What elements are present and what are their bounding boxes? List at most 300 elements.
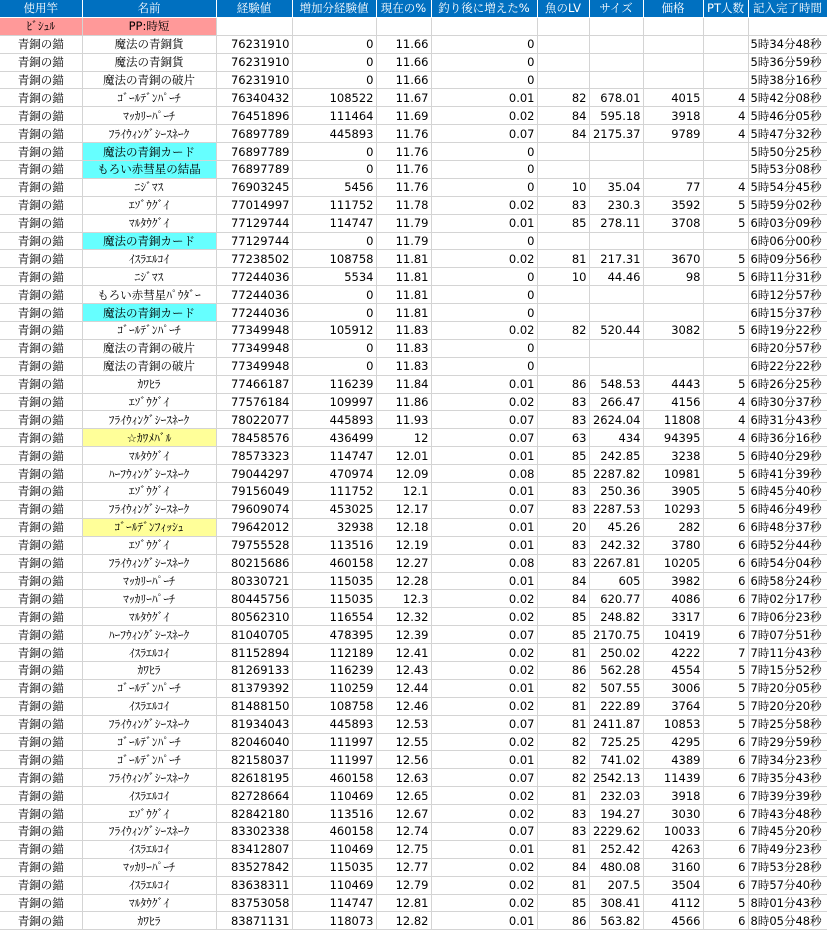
fish-level-cell[interactable]: 84: [537, 590, 589, 608]
percent-cell[interactable]: 12.28: [376, 572, 431, 590]
percent-cell[interactable]: 12.3: [376, 590, 431, 608]
fish-level-cell[interactable]: 85: [537, 214, 589, 232]
price-cell[interactable]: 4443: [643, 375, 703, 393]
party-size-cell[interactable]: 6: [703, 518, 748, 536]
time-cell[interactable]: 5時34分48秒: [748, 35, 827, 53]
percent-cell[interactable]: 11.67: [376, 89, 431, 107]
party-size-cell[interactable]: [703, 53, 748, 71]
exp-cell[interactable]: 77349948: [216, 322, 292, 340]
percent-cell[interactable]: 12.17: [376, 500, 431, 518]
gain-cell[interactable]: 0: [292, 357, 376, 375]
fish-level-cell[interactable]: [537, 232, 589, 250]
size-cell[interactable]: 222.89: [589, 697, 643, 715]
party-size-cell[interactable]: 5: [703, 322, 748, 340]
gain-cell[interactable]: 116239: [292, 661, 376, 679]
time-cell[interactable]: 6時11分31秒: [748, 268, 827, 286]
price-cell[interactable]: 3238: [643, 447, 703, 465]
time-cell[interactable]: 6時40分29秒: [748, 447, 827, 465]
increase-cell[interactable]: 0.02: [431, 196, 537, 214]
time-cell[interactable]: 7時20分20秒: [748, 697, 827, 715]
rod-cell[interactable]: 青銅の錨: [0, 536, 82, 554]
subheader-rod-cell[interactable]: ﾋﾞｼｭﾙ: [0, 17, 82, 35]
gain-cell[interactable]: 445893: [292, 411, 376, 429]
exp-cell[interactable]: 80330721: [216, 572, 292, 590]
party-size-cell[interactable]: 5: [703, 375, 748, 393]
time-cell[interactable]: 6時20分57秒: [748, 339, 827, 357]
price-cell[interactable]: 10033: [643, 822, 703, 840]
gain-cell[interactable]: 0: [292, 286, 376, 304]
party-size-cell[interactable]: 7: [703, 644, 748, 662]
increase-cell[interactable]: 0.01: [431, 214, 537, 232]
size-cell[interactable]: 562.28: [589, 661, 643, 679]
fish-level-cell[interactable]: [537, 143, 589, 161]
party-size-cell[interactable]: 6: [703, 751, 748, 769]
exp-cell[interactable]: 79156049: [216, 483, 292, 501]
rod-cell[interactable]: 青銅の錨: [0, 608, 82, 626]
gain-cell[interactable]: 32938: [292, 518, 376, 536]
percent-cell[interactable]: 11.79: [376, 232, 431, 250]
price-cell[interactable]: [643, 35, 703, 53]
gain-cell[interactable]: 115035: [292, 590, 376, 608]
increase-cell[interactable]: 0.01: [431, 483, 537, 501]
name-cell[interactable]: 魔法の青銅の破片: [82, 339, 216, 357]
rod-cell[interactable]: 青銅の錨: [0, 250, 82, 268]
fish-level-cell[interactable]: 85: [537, 608, 589, 626]
empty-cell[interactable]: [703, 17, 748, 35]
exp-cell[interactable]: 79755528: [216, 536, 292, 554]
size-cell[interactable]: 250.02: [589, 644, 643, 662]
price-cell[interactable]: 3082: [643, 322, 703, 340]
rod-cell[interactable]: 青銅の錨: [0, 268, 82, 286]
rod-cell[interactable]: 青銅の錨: [0, 339, 82, 357]
name-cell[interactable]: ☆ｶﾜﾒﾊﾞﾙ: [82, 429, 216, 447]
size-cell[interactable]: 2175.37: [589, 125, 643, 143]
time-cell[interactable]: 7時45分20秒: [748, 822, 827, 840]
price-cell[interactable]: 10853: [643, 715, 703, 733]
gain-cell[interactable]: 114747: [292, 447, 376, 465]
size-cell[interactable]: 45.26: [589, 518, 643, 536]
gain-cell[interactable]: 0: [292, 53, 376, 71]
price-cell[interactable]: 4086: [643, 590, 703, 608]
header-exp[interactable]: 経験値: [216, 0, 292, 17]
name-cell[interactable]: ﾌﾗｲｳｨﾝｸﾞｼｰｽﾈｰｸ: [82, 554, 216, 572]
price-cell[interactable]: 98: [643, 268, 703, 286]
increase-cell[interactable]: 0.02: [431, 250, 537, 268]
percent-cell[interactable]: 11.81: [376, 304, 431, 322]
name-cell[interactable]: ﾏﾙﾀｳｸﾞｲ: [82, 447, 216, 465]
time-cell[interactable]: 6時06分00秒: [748, 232, 827, 250]
name-cell[interactable]: 魔法の青銅カード: [82, 232, 216, 250]
rod-cell[interactable]: 青銅の錨: [0, 769, 82, 787]
gain-cell[interactable]: 0: [292, 161, 376, 179]
price-cell[interactable]: 10419: [643, 626, 703, 644]
increase-cell[interactable]: 0: [431, 35, 537, 53]
fish-level-cell[interactable]: 83: [537, 805, 589, 823]
header-percent[interactable]: 現在の%: [376, 0, 431, 17]
fish-level-cell[interactable]: 81: [537, 644, 589, 662]
exp-cell[interactable]: 81269133: [216, 661, 292, 679]
percent-cell[interactable]: 12.56: [376, 751, 431, 769]
percent-cell[interactable]: 12: [376, 429, 431, 447]
gain-cell[interactable]: 445893: [292, 715, 376, 733]
name-cell[interactable]: ｴｿﾞｳｸﾞｲ: [82, 536, 216, 554]
gain-cell[interactable]: 110259: [292, 679, 376, 697]
time-cell[interactable]: 7時43分48秒: [748, 805, 827, 823]
price-cell[interactable]: [643, 286, 703, 304]
party-size-cell[interactable]: [703, 339, 748, 357]
gain-cell[interactable]: 108758: [292, 697, 376, 715]
header-increase[interactable]: 釣り後に増えた%: [431, 0, 537, 17]
percent-cell[interactable]: 11.66: [376, 71, 431, 89]
gain-cell[interactable]: 111752: [292, 196, 376, 214]
rod-cell[interactable]: 青銅の錨: [0, 894, 82, 912]
gain-cell[interactable]: 115035: [292, 858, 376, 876]
increase-cell[interactable]: 0.02: [431, 787, 537, 805]
time-cell[interactable]: 5時46分05秒: [748, 107, 827, 125]
percent-cell[interactable]: 12.53: [376, 715, 431, 733]
gain-cell[interactable]: 109997: [292, 393, 376, 411]
fish-level-cell[interactable]: 83: [537, 536, 589, 554]
price-cell[interactable]: 4263: [643, 840, 703, 858]
rod-cell[interactable]: 青銅の錨: [0, 715, 82, 733]
rod-cell[interactable]: 青銅の錨: [0, 679, 82, 697]
exp-cell[interactable]: 76897789: [216, 161, 292, 179]
name-cell[interactable]: ﾌﾗｲｳｨﾝｸﾞｼｰｽﾈｰｸ: [82, 125, 216, 143]
percent-cell[interactable]: 12.43: [376, 661, 431, 679]
gain-cell[interactable]: 113516: [292, 805, 376, 823]
exp-cell[interactable]: 76231910: [216, 53, 292, 71]
size-cell[interactable]: 548.53: [589, 375, 643, 393]
time-cell[interactable]: 7時25分58秒: [748, 715, 827, 733]
name-cell[interactable]: ｺﾞｰﾙﾃﾞﾝﾊﾟｰﾁ: [82, 322, 216, 340]
price-cell[interactable]: 4156: [643, 393, 703, 411]
time-cell[interactable]: 7時07分51秒: [748, 626, 827, 644]
party-size-cell[interactable]: 5: [703, 268, 748, 286]
price-cell[interactable]: 3780: [643, 536, 703, 554]
rod-cell[interactable]: 青銅の錨: [0, 554, 82, 572]
exp-cell[interactable]: 78458576: [216, 429, 292, 447]
name-cell[interactable]: ﾊｰﾌｳｨﾝｸﾞｼｰｽﾈｰｸ: [82, 465, 216, 483]
party-size-cell[interactable]: 6: [703, 858, 748, 876]
increase-cell[interactable]: 0.01: [431, 89, 537, 107]
size-cell[interactable]: 725.25: [589, 733, 643, 751]
name-cell[interactable]: ｶﾜﾋﾗ: [82, 912, 216, 930]
party-size-cell[interactable]: 5: [703, 715, 748, 733]
rod-cell[interactable]: 青銅の錨: [0, 143, 82, 161]
name-cell[interactable]: ﾏﾙﾀｳｸﾞｲ: [82, 214, 216, 232]
percent-cell[interactable]: 12.75: [376, 840, 431, 858]
fish-level-cell[interactable]: 83: [537, 393, 589, 411]
rod-cell[interactable]: 青銅の錨: [0, 805, 82, 823]
percent-cell[interactable]: 12.44: [376, 679, 431, 697]
party-size-cell[interactable]: 6: [703, 733, 748, 751]
name-cell[interactable]: ｲｽﾗｴﾙｺｲ: [82, 787, 216, 805]
size-cell[interactable]: 620.77: [589, 590, 643, 608]
name-cell[interactable]: もろい赤彗星ﾊﾟｳﾀﾞｰ: [82, 286, 216, 304]
rod-cell[interactable]: 青銅の錨: [0, 429, 82, 447]
empty-cell[interactable]: [431, 17, 537, 35]
size-cell[interactable]: 2624.04: [589, 411, 643, 429]
fish-level-cell[interactable]: 86: [537, 912, 589, 930]
name-cell[interactable]: 魔法の青銅の破片: [82, 357, 216, 375]
name-cell[interactable]: ｲｽﾗｴﾙｺｲ: [82, 697, 216, 715]
increase-cell[interactable]: 0.02: [431, 697, 537, 715]
exp-cell[interactable]: 82842180: [216, 805, 292, 823]
increase-cell[interactable]: 0.08: [431, 465, 537, 483]
gain-cell[interactable]: 0: [292, 35, 376, 53]
percent-cell[interactable]: 11.93: [376, 411, 431, 429]
price-cell[interactable]: 4554: [643, 661, 703, 679]
fish-level-cell[interactable]: 83: [537, 554, 589, 572]
increase-cell[interactable]: 0: [431, 71, 537, 89]
gain-cell[interactable]: 111997: [292, 751, 376, 769]
exp-cell[interactable]: 76897789: [216, 143, 292, 161]
size-cell[interactable]: 520.44: [589, 322, 643, 340]
increase-cell[interactable]: 0.02: [431, 107, 537, 125]
increase-cell[interactable]: 0.02: [431, 805, 537, 823]
size-cell[interactable]: 242.32: [589, 536, 643, 554]
percent-cell[interactable]: 11.81: [376, 250, 431, 268]
time-cell[interactable]: 6時19分22秒: [748, 322, 827, 340]
name-cell[interactable]: ｴｿﾞｳｸﾞｲ: [82, 805, 216, 823]
time-cell[interactable]: 6時52分44秒: [748, 536, 827, 554]
increase-cell[interactable]: 0.01: [431, 572, 537, 590]
name-cell[interactable]: ﾏﾙﾀｳｸﾞｲ: [82, 894, 216, 912]
gain-cell[interactable]: 114747: [292, 894, 376, 912]
fish-level-cell[interactable]: 85: [537, 465, 589, 483]
fish-level-cell[interactable]: 10: [537, 268, 589, 286]
gain-cell[interactable]: 460158: [292, 554, 376, 572]
percent-cell[interactable]: 11.76: [376, 143, 431, 161]
time-cell[interactable]: 6時58分24秒: [748, 572, 827, 590]
rod-cell[interactable]: 青銅の錨: [0, 572, 82, 590]
price-cell[interactable]: 3160: [643, 858, 703, 876]
empty-cell[interactable]: [537, 17, 589, 35]
gain-cell[interactable]: 115035: [292, 572, 376, 590]
party-size-cell[interactable]: 6: [703, 608, 748, 626]
fish-level-cell[interactable]: [537, 357, 589, 375]
increase-cell[interactable]: 0: [431, 286, 537, 304]
party-size-cell[interactable]: [703, 143, 748, 161]
fish-level-cell[interactable]: 84: [537, 572, 589, 590]
party-size-cell[interactable]: 6: [703, 769, 748, 787]
party-size-cell[interactable]: 6: [703, 840, 748, 858]
party-size-cell[interactable]: [703, 232, 748, 250]
fish-level-cell[interactable]: [537, 35, 589, 53]
price-cell[interactable]: [643, 71, 703, 89]
increase-cell[interactable]: 0.02: [431, 661, 537, 679]
time-cell[interactable]: 7時35分43秒: [748, 769, 827, 787]
percent-cell[interactable]: 11.81: [376, 268, 431, 286]
rod-cell[interactable]: 青銅の錨: [0, 232, 82, 250]
gain-cell[interactable]: 470974: [292, 465, 376, 483]
size-cell[interactable]: [589, 357, 643, 375]
increase-cell[interactable]: 0: [431, 304, 537, 322]
fish-level-cell[interactable]: 82: [537, 769, 589, 787]
gain-cell[interactable]: 460158: [292, 769, 376, 787]
increase-cell[interactable]: 0.01: [431, 447, 537, 465]
empty-cell[interactable]: [748, 17, 827, 35]
size-cell[interactable]: [589, 232, 643, 250]
header-price[interactable]: 価格: [643, 0, 703, 17]
increase-cell[interactable]: 0.07: [431, 715, 537, 733]
increase-cell[interactable]: 0: [431, 53, 537, 71]
party-size-cell[interactable]: 5: [703, 500, 748, 518]
gain-cell[interactable]: 0: [292, 304, 376, 322]
name-cell[interactable]: ｴｿﾞｳｸﾞｲ: [82, 393, 216, 411]
name-cell[interactable]: 魔法の青銅カード: [82, 143, 216, 161]
gain-cell[interactable]: 110469: [292, 876, 376, 894]
price-cell[interactable]: 94395: [643, 429, 703, 447]
fish-level-cell[interactable]: [537, 286, 589, 304]
fish-level-cell[interactable]: [537, 339, 589, 357]
name-cell[interactable]: ｲｽﾗｴﾙｺｲ: [82, 840, 216, 858]
increase-cell[interactable]: 0.01: [431, 912, 537, 930]
price-cell[interactable]: 3006: [643, 679, 703, 697]
rod-cell[interactable]: 青銅の錨: [0, 465, 82, 483]
fish-level-cell[interactable]: 81: [537, 876, 589, 894]
price-cell[interactable]: [643, 53, 703, 71]
gain-cell[interactable]: 0: [292, 232, 376, 250]
size-cell[interactable]: 678.01: [589, 89, 643, 107]
rod-cell[interactable]: 青銅の錨: [0, 286, 82, 304]
size-cell[interactable]: 248.82: [589, 608, 643, 626]
size-cell[interactable]: [589, 53, 643, 71]
name-cell[interactable]: ﾆｼﾞﾏｽ: [82, 268, 216, 286]
name-cell[interactable]: ﾌﾗｲｳｨﾝｸﾞｼｰｽﾈｰｸ: [82, 500, 216, 518]
exp-cell[interactable]: 81488150: [216, 697, 292, 715]
name-cell[interactable]: ｶﾜﾋﾗ: [82, 375, 216, 393]
gain-cell[interactable]: 111464: [292, 107, 376, 125]
name-cell[interactable]: ﾊｰﾌｳｨﾝｸﾞｼｰｽﾈｰｸ: [82, 626, 216, 644]
fish-level-cell[interactable]: 84: [537, 858, 589, 876]
fish-level-cell[interactable]: 10: [537, 178, 589, 196]
price-cell[interactable]: 3317: [643, 608, 703, 626]
price-cell[interactable]: 10981: [643, 465, 703, 483]
increase-cell[interactable]: 0: [431, 268, 537, 286]
size-cell[interactable]: [589, 71, 643, 89]
percent-cell[interactable]: 11.76: [376, 178, 431, 196]
price-cell[interactable]: 4222: [643, 644, 703, 662]
time-cell[interactable]: 6時41分39秒: [748, 465, 827, 483]
price-cell[interactable]: 10205: [643, 554, 703, 572]
header-name[interactable]: 名前: [82, 0, 216, 17]
price-cell[interactable]: [643, 161, 703, 179]
time-cell[interactable]: 6時26分25秒: [748, 375, 827, 393]
percent-cell[interactable]: 12.18: [376, 518, 431, 536]
percent-cell[interactable]: 12.65: [376, 787, 431, 805]
percent-cell[interactable]: 11.66: [376, 35, 431, 53]
party-size-cell[interactable]: 5: [703, 697, 748, 715]
party-size-cell[interactable]: 4: [703, 107, 748, 125]
time-cell[interactable]: 7時02分17秒: [748, 590, 827, 608]
gain-cell[interactable]: 5534: [292, 268, 376, 286]
size-cell[interactable]: 563.82: [589, 912, 643, 930]
exp-cell[interactable]: 83871131: [216, 912, 292, 930]
fish-level-cell[interactable]: 84: [537, 107, 589, 125]
rod-cell[interactable]: 青銅の錨: [0, 661, 82, 679]
name-cell[interactable]: ﾏｯｶﾘｰﾊﾟｰﾁ: [82, 107, 216, 125]
price-cell[interactable]: 10293: [643, 500, 703, 518]
time-cell[interactable]: 5時47分32秒: [748, 125, 827, 143]
size-cell[interactable]: 434: [589, 429, 643, 447]
rod-cell[interactable]: 青銅の錨: [0, 912, 82, 930]
gain-cell[interactable]: 436499: [292, 429, 376, 447]
exp-cell[interactable]: 78022077: [216, 411, 292, 429]
time-cell[interactable]: 7時06分23秒: [748, 608, 827, 626]
percent-cell[interactable]: 12.74: [376, 822, 431, 840]
empty-cell[interactable]: [643, 17, 703, 35]
rod-cell[interactable]: 青銅の錨: [0, 876, 82, 894]
time-cell[interactable]: 6時15分37秒: [748, 304, 827, 322]
percent-cell[interactable]: 11.84: [376, 375, 431, 393]
exp-cell[interactable]: 82618195: [216, 769, 292, 787]
time-cell[interactable]: 7時53分28秒: [748, 858, 827, 876]
increase-cell[interactable]: 0.07: [431, 626, 537, 644]
exp-cell[interactable]: 80445756: [216, 590, 292, 608]
exp-cell[interactable]: 79609074: [216, 500, 292, 518]
party-size-cell[interactable]: 5: [703, 250, 748, 268]
size-cell[interactable]: 2542.13: [589, 769, 643, 787]
rod-cell[interactable]: 青銅の錨: [0, 840, 82, 858]
price-cell[interactable]: 3504: [643, 876, 703, 894]
percent-cell[interactable]: 11.81: [376, 286, 431, 304]
increase-cell[interactable]: 0.07: [431, 769, 537, 787]
increase-cell[interactable]: 0: [431, 357, 537, 375]
price-cell[interactable]: 3918: [643, 107, 703, 125]
rod-cell[interactable]: 青銅の錨: [0, 125, 82, 143]
percent-cell[interactable]: 12.79: [376, 876, 431, 894]
price-cell[interactable]: 11808: [643, 411, 703, 429]
header-party-size[interactable]: PT人数: [703, 0, 748, 17]
time-cell[interactable]: 6時48分37秒: [748, 518, 827, 536]
size-cell[interactable]: 507.55: [589, 679, 643, 697]
price-cell[interactable]: [643, 357, 703, 375]
gain-cell[interactable]: 114747: [292, 214, 376, 232]
percent-cell[interactable]: 11.83: [376, 339, 431, 357]
time-cell[interactable]: 5時59分02秒: [748, 196, 827, 214]
rod-cell[interactable]: 青銅の錨: [0, 518, 82, 536]
increase-cell[interactable]: 0: [431, 232, 537, 250]
increase-cell[interactable]: 0.07: [431, 125, 537, 143]
name-cell[interactable]: ﾏｯｶﾘｰﾊﾟｰﾁ: [82, 590, 216, 608]
percent-cell[interactable]: 11.86: [376, 393, 431, 411]
exp-cell[interactable]: 83753058: [216, 894, 292, 912]
size-cell[interactable]: 605: [589, 572, 643, 590]
rod-cell[interactable]: 青銅の錨: [0, 71, 82, 89]
name-cell[interactable]: ﾏﾙﾀｳｸﾞｲ: [82, 608, 216, 626]
header-size[interactable]: サイズ: [589, 0, 643, 17]
percent-cell[interactable]: 11.76: [376, 125, 431, 143]
time-cell[interactable]: 8時01分43秒: [748, 894, 827, 912]
fish-level-cell[interactable]: 83: [537, 411, 589, 429]
fish-level-cell[interactable]: 85: [537, 447, 589, 465]
name-cell[interactable]: ﾌﾗｲｳｨﾝｸﾞｼｰｽﾈｰｸ: [82, 715, 216, 733]
exp-cell[interactable]: 77129744: [216, 214, 292, 232]
rod-cell[interactable]: 青銅の錨: [0, 751, 82, 769]
exp-cell[interactable]: 77349948: [216, 339, 292, 357]
gain-cell[interactable]: 116554: [292, 608, 376, 626]
exp-cell[interactable]: 76897789: [216, 125, 292, 143]
percent-cell[interactable]: 12.41: [376, 644, 431, 662]
time-cell[interactable]: 7時49分23秒: [748, 840, 827, 858]
percent-cell[interactable]: 12.77: [376, 858, 431, 876]
party-size-cell[interactable]: [703, 286, 748, 304]
empty-cell[interactable]: [376, 17, 431, 35]
rod-cell[interactable]: 青銅の錨: [0, 89, 82, 107]
time-cell[interactable]: 6時45分40秒: [748, 483, 827, 501]
size-cell[interactable]: 2267.81: [589, 554, 643, 572]
